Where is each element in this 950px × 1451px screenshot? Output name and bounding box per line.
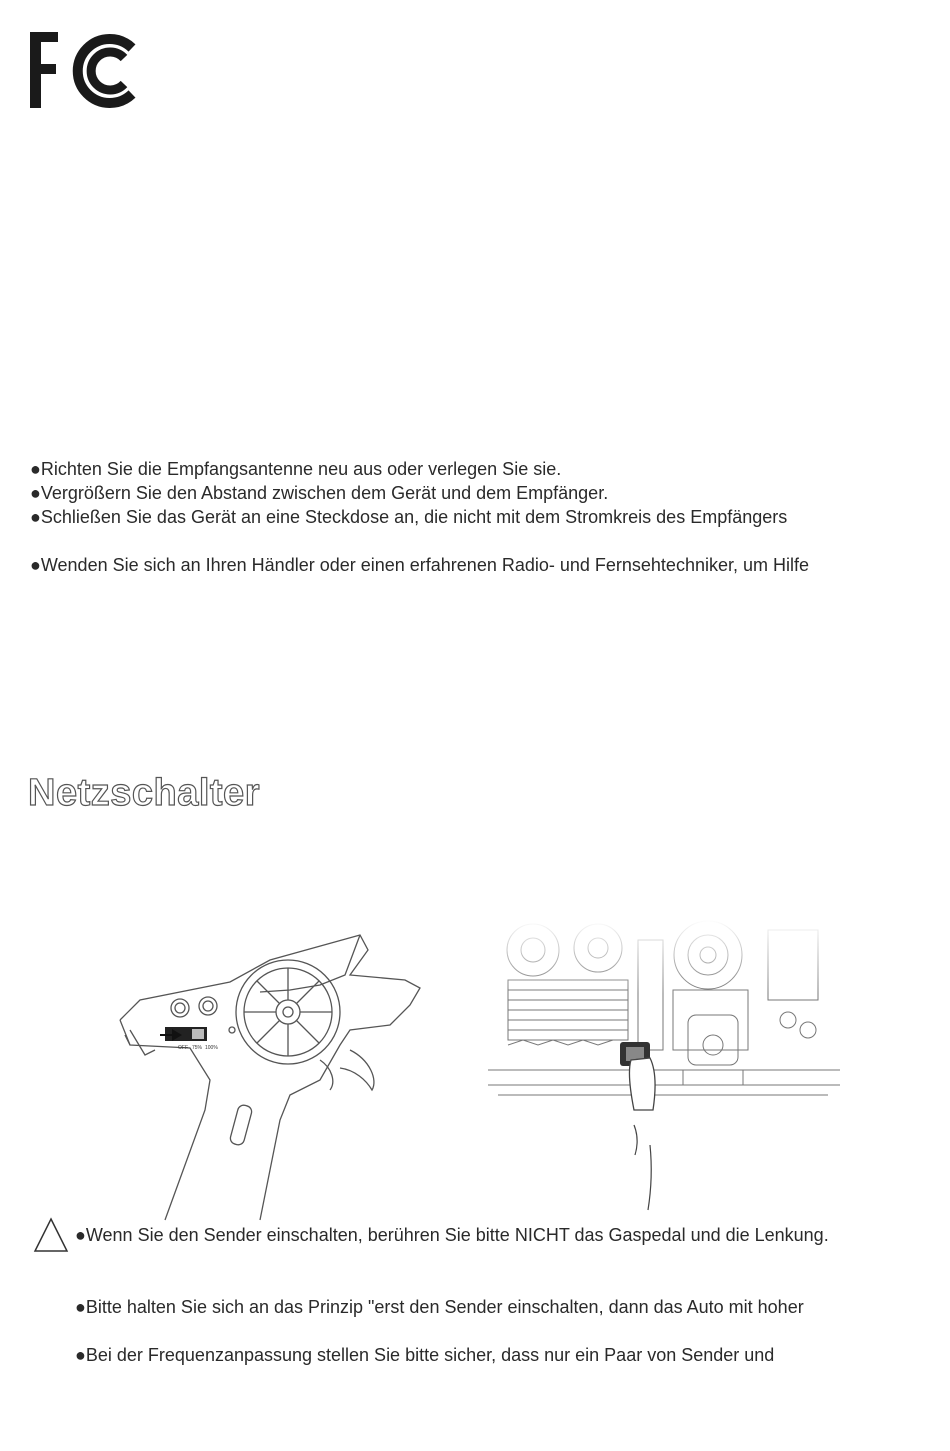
warning-third: ●Bei der Frequenzanpassung stellen Sie bitte sicher, dass nur ein Paar von Sender und	[75, 1345, 775, 1365]
measure-separate-outlet: ●Schließen Sie das Gerät an eine Steckdose an, die nicht mit dem Stromkreis des Empfängers	[30, 507, 788, 527]
vehicle-chassis-illustration	[488, 920, 840, 1215]
warning-triangle-icon	[33, 1217, 69, 1253]
measure-contact-dealer: ●Wenden Sie sich an Ihren Händler oder einen erfahrenen Radio- und Fernsehtechniker, um Hilfe	[30, 555, 809, 575]
fcc-logo-icon	[28, 30, 140, 112]
measure-reorient-antenna: ●Richten Sie die Empfangsantenne neu aus oder verlegen Sie sie.	[30, 459, 562, 479]
switch-label-mid: 75%	[192, 1045, 203, 1051]
measure-increase-distance: ●Vergrößern Sie den Abstand zwischen dem Gerät und dem Empfänger.	[30, 483, 609, 503]
switch-label-full: 100%	[205, 1045, 218, 1051]
section-title: Netzschalter	[28, 772, 260, 814]
transmitter-illustration	[110, 930, 430, 1220]
warning-first: ●Wenn Sie den Sender einschalten, berühren Sie bitte NICHT das Gaspedal und die Lenkung.	[75, 1225, 829, 1245]
switch-label-off: OFF	[178, 1045, 188, 1051]
warning-second: ●Bitte halten Sie sich an das Prinzip "erst den Sender einschalten, dann das Auto mit hoher	[75, 1297, 804, 1317]
